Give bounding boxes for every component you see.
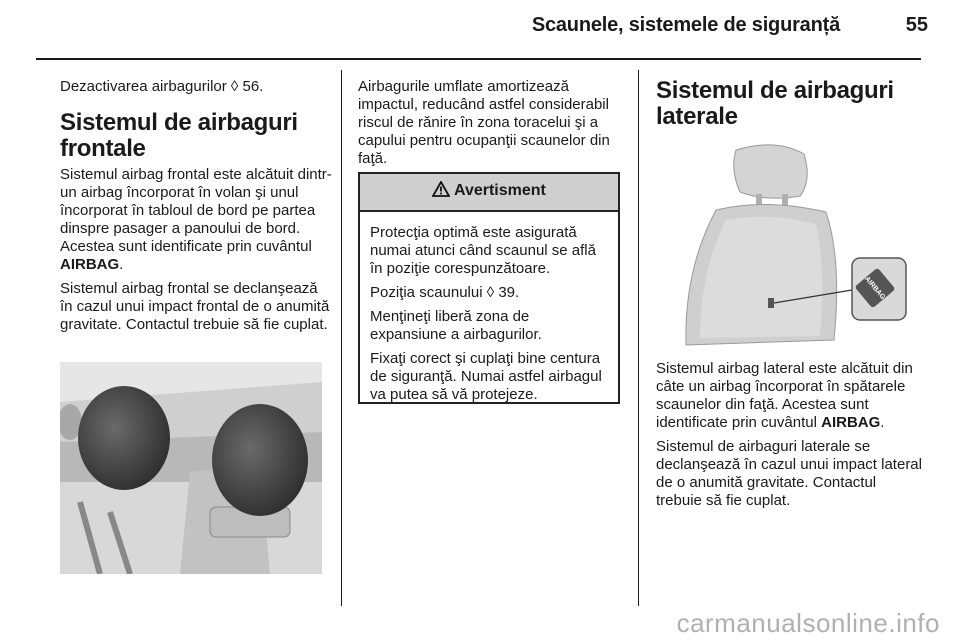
warning-title: Avertisment (453, 182, 546, 199)
warning-box (358, 172, 620, 404)
front-airbags-illustration (60, 362, 322, 574)
column-middle (358, 78, 626, 174)
column-left (60, 78, 332, 340)
paragraph-front-airbag-description: Sistemul airbag frontal este alcătuit dintr-un airbag încorporat în volan şi unul încorporat în tabloul de bord pe partea dinspre pasager a panoului de bord. Acestea sunt identificate prin cuvântul AIRBAG. (60, 166, 332, 273)
page-number: 55 (905, 14, 928, 36)
warning-header (360, 174, 618, 212)
page-header-title: Scaunele, sistemele de siguranță (531, 14, 840, 36)
warning-triangle-icon (432, 182, 454, 199)
warning-body (360, 212, 618, 404)
column-right-text (656, 360, 922, 516)
column-right (656, 78, 922, 136)
warning-text-2[interactable]: Poziţia scaunului ◊ 39. (370, 284, 520, 301)
warning-text-1: Protecţia optimă este asigurată numai atunci când scaunul se află în poziţie corespunzătoare. (370, 224, 596, 277)
column-divider-2 (638, 70, 639, 606)
warning-text-4: Fixaţi corect şi cuplaţi bine centura de siguranţă. Numai astfel airbagul va putea să vă protejeze. (370, 350, 602, 403)
header-divider (36, 58, 921, 60)
seat-airbag-illustration (656, 140, 918, 348)
column-divider-1 (341, 70, 342, 606)
airbag-label-text: AIRBAG (863, 275, 887, 302)
cross-reference[interactable]: Dezactivarea airbagurilor ◊ 56. (60, 78, 264, 95)
paragraph-airbag-cushion: Airbagurile umflate amortizează impactul, reducând astfel considerabil riscul de rănire în zona toracelui şi a capului pentru ocupanţii scaunelor din faţă. (358, 78, 610, 167)
section-heading-side-airbags: Sistemul de airbaguri laterale (656, 77, 894, 130)
paragraph-front-airbag-deployment: Sistemul airbag frontal se declanşează în cazul unui impact frontal de o anumită gravitate. Contactul trebuie să fie cuplat. (60, 280, 330, 333)
warning-text-3: Menţineţi liberă zona de expansiune a airbagurilor. (370, 308, 542, 343)
watermark-text: carmanualsonline.info (676, 608, 940, 638)
paragraph-side-airbag-deployment: Sistemul de airbaguri laterale se declanşează în cazul unui impact lateral de o anumită gravitate. Contactul trebuie să fie cuplat. (656, 438, 922, 509)
section-heading-front-airbags: Sistemul de airbaguri frontale (60, 109, 298, 162)
paragraph-side-airbag-description: Sistemul airbag lateral este alcătuit din câte un airbag încorporat în spătarele scaunelor din faţă. Acestea sunt identificate prin cuvântul AIRBAG. (656, 360, 913, 431)
